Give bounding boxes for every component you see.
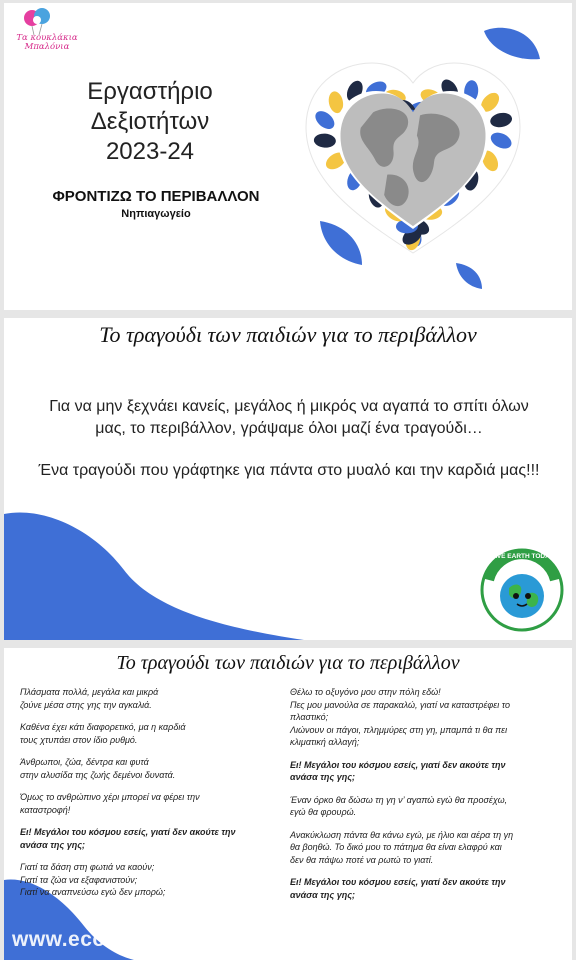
balloons-icon	[12, 6, 74, 36]
blue-wave-decoration	[4, 510, 304, 640]
logo-text: Τα κουκλάκια Μπαλόνια	[16, 33, 78, 52]
title-slide	[4, 3, 572, 310]
title-line: Εργαστήριο	[87, 78, 213, 105]
school-level: Νηπιαγωγείο	[121, 208, 191, 220]
lyrics-column-right	[290, 686, 566, 911]
verse: Καθένα έχει κάτι διαφορετικό, μα η καρδιά τους χτυπάει στον ίδιο ρυθμό.	[20, 722, 186, 745]
verse: Θέλω το οξυγόνο μου στην πόλη εδώ! Πες μου μανούλα σε παρακαλώ, γιατί να καταστρέφει το πλαστικό; Λιώνουν οι πάγοι, πλημμύρες στη γη, μπαμπά τι θα πει κλιματική αλλαγή;	[290, 687, 510, 747]
song-intro-slide	[4, 318, 572, 640]
title-line: Δεξιοτήτων	[90, 108, 210, 135]
verse: Πλάσματα πολλά, μεγάλα και μικρά ζούνε μέσα στης γης την αγκαλιά.	[20, 687, 159, 710]
verse: Ανακύκλωση πάντα θα κάνω εγώ, με ήλιο και αέρα τη γη θα βοηθώ. Το δικό μου το πάτημα θα είναι ελαφρύ και δεν θα πάψω ποτέ να ρωτώ το γιατί.	[290, 829, 514, 865]
slide-title: Το τραγούδι των παιδιών για το περιβάλλον	[116, 652, 460, 674]
verse: Άνθρωποι, ζώα, δέντρα και φυτά στην αλυσίδα της ζωής δεμένοι δυνατά.	[20, 757, 176, 780]
slide-title: Το τραγούδι των παιδιών για το περιβάλλον	[99, 322, 477, 347]
intro-paragraph: Ένα τραγούδι που γράφτηκε για πάντα στο μυαλό και την καρδιά μας!!!	[38, 462, 540, 479]
chorus: Ει! Μεγάλοι του κόσμου εσείς, γιατί δεν ακούτε την ανάσα της γης;	[20, 827, 236, 850]
chorus: Ει! Μεγάλοι του κόσμου εσείς, γιατί δεν ακούτε την ανάσα της γης;	[290, 759, 506, 782]
lyrics-column-left	[20, 686, 272, 909]
verse: Γιατί τα δάση στη φωτιά να καούν; Γιατί τα ζώα να εξαφανιστούν; Γιατί να αναπνεύσω εγώ δεν μπορώ;	[20, 862, 166, 897]
earth-heart-icon	[302, 59, 524, 255]
chorus: Ει! Μεγάλοι του κόσμου εσείς, γιατί δεν ακούτε την ανάσα της γης;	[290, 877, 506, 900]
badge-text: SAVE EARTH TODAY!	[488, 553, 556, 560]
intro-paragraph: Για να μην ξεχνάει κανείς, μεγάλος ή μικρός να αγαπά το σπίτι όλων μας, το περιβάλλον, γράψαμε όλοι μαζί ένα τραγούδι…	[49, 398, 529, 437]
blue-leaf-decoration	[454, 261, 484, 291]
program-title: ΦΡΟΝΤΙΖΩ ΤΟ ΠΕΡΙΒΑΛΛΟΝ	[52, 188, 260, 205]
verse: Όμως το ανθρώπινο χέρι μπορεί να φέρει την καταστροφή!	[20, 792, 200, 815]
intro-text	[34, 396, 544, 502]
watermark: www.ecoschools.gr	[12, 928, 217, 951]
song-lyrics-slide	[4, 648, 572, 960]
verse: Έναν όρκο θα δώσω τη γη ν’ αγαπώ εγώ θα προσέχω, εγώ θα φρουρώ.	[290, 794, 508, 817]
workshop-title	[32, 77, 268, 167]
title-line: 2023-24	[105, 138, 195, 165]
school-logo	[12, 6, 78, 56]
